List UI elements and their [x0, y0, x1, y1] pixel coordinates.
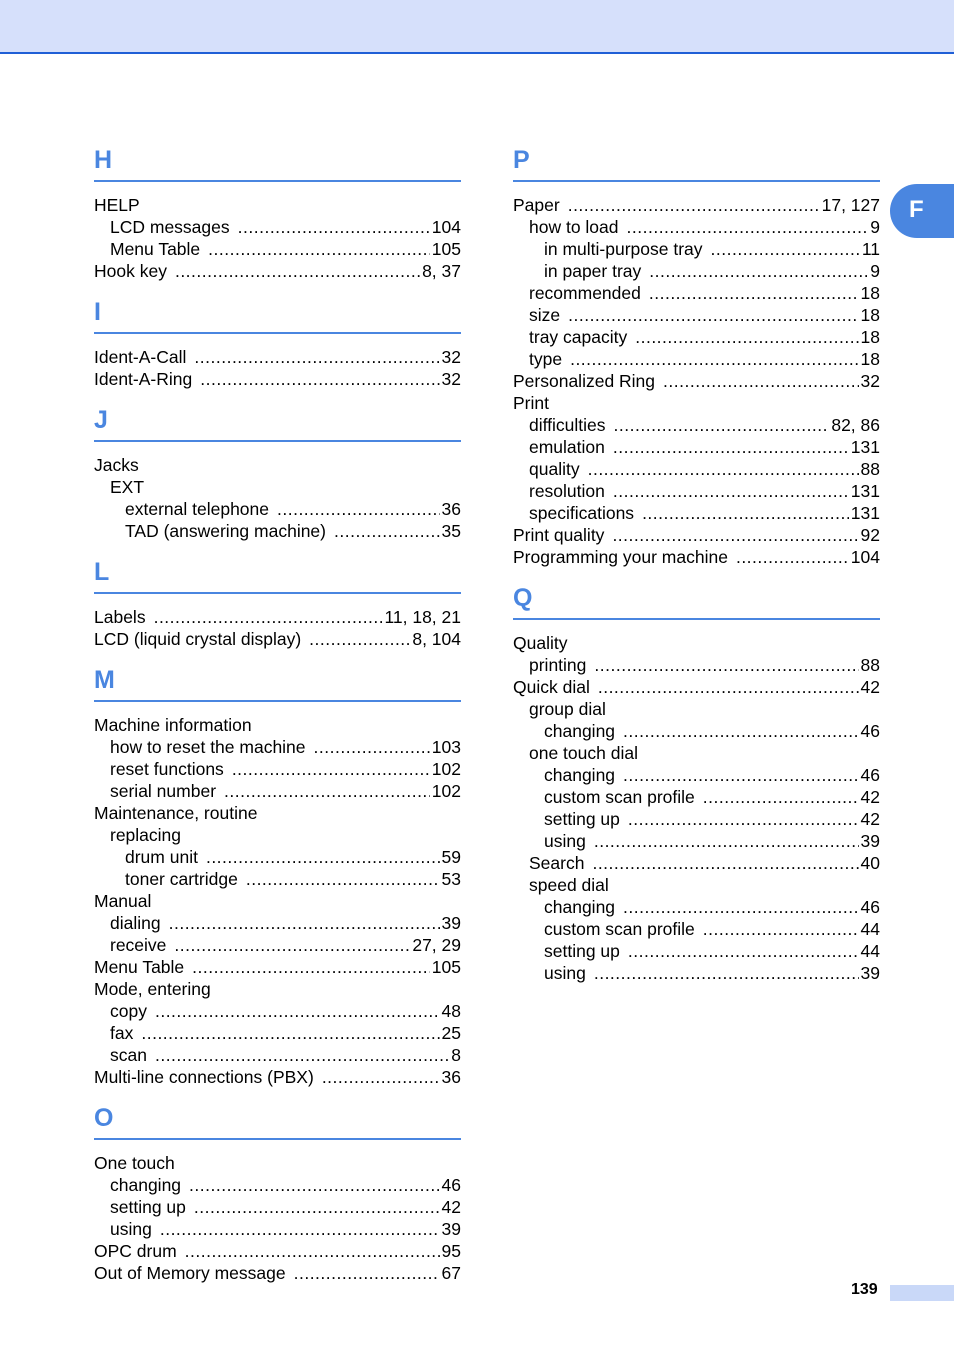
index-entry — [513, 238, 880, 260]
index-entry — [94, 758, 461, 780]
index-page-refs: 67 — [441, 1263, 461, 1283]
index-entry — [513, 808, 880, 830]
index-term: external telephone — [125, 499, 269, 519]
index-entry — [513, 720, 880, 742]
index-entry — [94, 868, 461, 890]
dot-leader — [623, 720, 858, 742]
index-term: in paper tray — [544, 261, 642, 281]
index-page-refs: 59 — [441, 847, 461, 867]
index-page-refs: 39 — [441, 913, 461, 933]
index-entry — [94, 1152, 461, 1174]
index-page-refs: 8, 104 — [412, 629, 461, 649]
index-page-refs: 36 — [441, 499, 461, 519]
index-term: toner cartridge — [125, 869, 238, 889]
index-page-refs: 11, 18, 21 — [384, 607, 461, 627]
section-letter: M — [94, 662, 461, 702]
index-term: Multi-line connections (PBX) — [94, 1067, 314, 1087]
index-entry — [94, 1066, 461, 1088]
index-entry — [94, 606, 461, 628]
index-section-i — [94, 294, 461, 390]
index-term: how to load — [529, 217, 619, 237]
dot-leader — [614, 414, 830, 436]
index-term: changing — [110, 1175, 182, 1195]
index-entry — [513, 632, 880, 654]
index-entry — [94, 1022, 461, 1044]
index-term: using — [110, 1219, 152, 1239]
dot-leader — [594, 830, 859, 852]
section-letter: O — [94, 1100, 461, 1140]
index-entry — [94, 714, 461, 736]
dot-leader — [628, 808, 859, 830]
index-page-refs: 40 — [860, 853, 880, 873]
index-term: speed dial — [529, 875, 609, 895]
index-section-o — [94, 1100, 461, 1284]
index-term: LCD messages — [110, 217, 230, 237]
index-term: Personalized Ring — [513, 371, 656, 391]
index-term: Quality — [513, 633, 568, 653]
index-term: Hook key — [94, 261, 167, 281]
index-entry — [513, 830, 880, 852]
dot-leader — [192, 956, 430, 978]
index-term: Mode, entering — [94, 979, 211, 999]
index-term: Maintenance, routine — [94, 803, 258, 823]
index-entry — [513, 370, 880, 392]
index-entry — [513, 436, 880, 458]
index-page-refs: 39 — [860, 963, 880, 983]
section-letter: J — [94, 402, 461, 442]
index-entry — [94, 978, 461, 1000]
index-page-refs: 27, 29 — [412, 935, 461, 955]
index-page-refs: 42 — [860, 787, 880, 807]
dot-leader — [594, 962, 859, 984]
index-term: setting up — [110, 1197, 186, 1217]
section-letter: I — [94, 294, 461, 334]
dot-leader — [612, 524, 858, 546]
dot-leader — [598, 676, 859, 698]
dot-leader — [185, 1240, 440, 1262]
index-section-j — [94, 402, 461, 542]
dot-leader — [649, 260, 868, 282]
index-page-refs: 18 — [860, 349, 880, 369]
index-page-refs: 104 — [850, 547, 880, 567]
index-entry — [94, 194, 461, 216]
index-entry — [94, 1000, 461, 1022]
dot-leader — [200, 368, 439, 390]
dot-leader — [246, 868, 440, 890]
index-term: reset functions — [110, 759, 224, 779]
dot-leader — [642, 502, 849, 524]
index-term: one touch dial — [529, 743, 638, 763]
index-term: custom scan profile — [544, 787, 695, 807]
index-term: Paper — [513, 195, 560, 215]
dot-leader — [711, 238, 860, 260]
index-term: setting up — [544, 941, 620, 961]
index-term: copy — [110, 1001, 147, 1021]
index-page-refs: 35 — [441, 521, 461, 541]
index-entry — [513, 874, 880, 896]
index-page-refs: 131 — [850, 503, 880, 523]
index-page-refs: 131 — [850, 481, 880, 501]
index-entry — [513, 304, 880, 326]
index-page-refs: 42 — [441, 1197, 461, 1217]
index-entry — [94, 498, 461, 520]
section-letter: P — [513, 142, 880, 182]
index-term: Print — [513, 393, 549, 413]
index-term: changing — [544, 765, 616, 785]
index-page-refs: 82, 86 — [831, 415, 880, 435]
index-page-refs: 32 — [860, 371, 880, 391]
chapter-tab — [890, 184, 954, 238]
index-page-refs: 105 — [431, 957, 461, 977]
index-page-refs: 32 — [441, 347, 461, 367]
index-term: quality — [529, 459, 580, 479]
index-term: serial number — [110, 781, 217, 801]
dot-leader — [623, 896, 858, 918]
index-term: specifications — [529, 503, 635, 523]
dot-leader — [613, 436, 849, 458]
index-term: difficulties — [529, 415, 606, 435]
index-page-refs: 17, 127 — [821, 195, 880, 215]
chapter-tab-letter: F — [909, 196, 924, 223]
dot-leader — [232, 758, 430, 780]
index-page-refs: 18 — [860, 283, 880, 303]
dot-leader — [155, 1044, 449, 1066]
index-entry — [94, 824, 461, 846]
index-entry — [513, 698, 880, 720]
index-term: setting up — [544, 809, 620, 829]
index-term: Machine information — [94, 715, 252, 735]
index-entry — [513, 764, 880, 786]
index-entry — [513, 414, 880, 436]
index-term: type — [529, 349, 563, 369]
index-term: Labels — [94, 607, 146, 627]
index-entry — [94, 520, 461, 542]
dot-leader — [649, 282, 859, 304]
dot-leader — [570, 348, 858, 370]
index-entry — [513, 326, 880, 348]
index-term: changing — [544, 897, 616, 917]
index-entry — [513, 546, 880, 568]
index-term: scan — [110, 1045, 147, 1065]
index-entry — [513, 896, 880, 918]
index-page-refs: 103 — [431, 737, 461, 757]
dot-leader — [703, 786, 859, 808]
index-page-refs: 25 — [441, 1023, 461, 1043]
index-term: changing — [544, 721, 616, 741]
index-term: dialing — [110, 913, 161, 933]
index-entry — [513, 480, 880, 502]
dot-leader — [568, 194, 820, 216]
index-term: resolution — [529, 481, 605, 501]
index-term: Manual — [94, 891, 152, 911]
dot-leader — [160, 1218, 440, 1240]
index-page-refs: 36 — [441, 1067, 461, 1087]
index-column-right — [513, 142, 880, 996]
index-term: replacing — [110, 825, 182, 845]
index-term: drum unit — [125, 847, 198, 867]
dot-leader — [628, 940, 859, 962]
index-entry — [513, 260, 880, 282]
page-number-bar — [890, 1285, 954, 1301]
index-term: Quick dial — [513, 677, 590, 697]
index-page-refs: 105 — [431, 239, 461, 259]
dot-leader — [588, 458, 859, 480]
index-page-refs: 44 — [860, 941, 880, 961]
index-page-refs: 11 — [861, 239, 880, 259]
index-page-refs: 46 — [860, 721, 880, 741]
index-page-refs: 39 — [441, 1219, 461, 1239]
index-entry — [513, 458, 880, 480]
dot-leader — [703, 918, 859, 940]
index-entry — [513, 742, 880, 764]
index-entry — [94, 934, 461, 956]
index-term: using — [544, 831, 586, 851]
index-page-refs: 46 — [441, 1175, 461, 1195]
dot-leader — [592, 852, 858, 874]
dot-leader — [736, 546, 849, 568]
index-page-refs: 88 — [860, 459, 880, 479]
index-page-refs: 42 — [860, 809, 880, 829]
dot-leader — [663, 370, 859, 392]
index-entry — [513, 786, 880, 808]
index-term: HELP — [94, 195, 140, 215]
index-entry — [94, 454, 461, 476]
dot-leader — [277, 498, 440, 520]
index-term: Search — [529, 853, 585, 873]
dot-leader — [141, 1022, 439, 1044]
index-entry — [94, 476, 461, 498]
index-page-refs: 8 — [451, 1045, 461, 1065]
index-page-refs: 95 — [441, 1241, 461, 1261]
index-term: receive — [110, 935, 167, 955]
index-page-refs: 102 — [431, 759, 461, 779]
dot-leader — [169, 912, 440, 934]
index-term: Print quality — [513, 525, 605, 545]
dot-leader — [594, 654, 858, 676]
index-page-refs: 131 — [850, 437, 880, 457]
dot-leader — [627, 216, 869, 238]
index-entry — [94, 238, 461, 260]
index-term: LCD (liquid crystal display) — [94, 629, 302, 649]
index-term: group dial — [529, 699, 606, 719]
index-entry — [94, 1262, 461, 1284]
index-page-refs: 46 — [860, 765, 880, 785]
dot-leader — [194, 1196, 440, 1218]
section-letter: Q — [513, 580, 880, 620]
index-term: tray capacity — [529, 327, 628, 347]
index-term: EXT — [110, 477, 145, 497]
dot-leader — [174, 934, 410, 956]
index-column-left — [94, 142, 461, 1296]
index-page-refs: 102 — [431, 781, 461, 801]
index-term: printing — [529, 655, 587, 675]
index-term: Ident-A-Ring — [94, 369, 193, 389]
index-term: Ident-A-Call — [94, 347, 187, 367]
index-entry — [513, 282, 880, 304]
index-page-refs: 42 — [860, 677, 880, 697]
index-page-refs: 48 — [441, 1001, 461, 1021]
section-letter: L — [94, 554, 461, 594]
index-entry — [513, 348, 880, 370]
index-entry — [513, 918, 880, 940]
index-section-l — [94, 554, 461, 650]
dot-leader — [334, 520, 440, 542]
index-term: how to reset the machine — [110, 737, 306, 757]
index-page-refs: 53 — [441, 869, 461, 889]
index-page-refs: 8, 37 — [422, 261, 461, 281]
index-term: emulation — [529, 437, 605, 457]
index-page-refs: 9 — [870, 217, 880, 237]
index-page-refs: 39 — [860, 831, 880, 851]
dot-leader — [613, 480, 849, 502]
index-entry — [94, 346, 461, 368]
index-page-refs: 46 — [860, 897, 880, 917]
dot-leader — [238, 216, 430, 238]
index-page-refs: 88 — [860, 655, 880, 675]
dot-leader — [568, 304, 858, 326]
index-entry — [513, 676, 880, 698]
index-term: Menu Table — [94, 957, 185, 977]
index-entry — [513, 502, 880, 524]
index-term: Jacks — [94, 455, 139, 475]
index-page-refs: 32 — [441, 369, 461, 389]
index-section-q — [513, 580, 880, 984]
index-page-refs: 18 — [860, 305, 880, 325]
header-band — [0, 0, 954, 54]
index-entry — [94, 912, 461, 934]
index-term: custom scan profile — [544, 919, 695, 939]
index-entry — [513, 194, 880, 216]
index-term: OPC drum — [94, 1241, 177, 1261]
index-entry — [94, 956, 461, 978]
index-entry — [94, 1174, 461, 1196]
index-page-refs: 9 — [870, 261, 880, 281]
index-entry — [94, 780, 461, 802]
index-section-h — [94, 142, 461, 282]
dot-leader — [206, 846, 440, 868]
dot-leader — [189, 1174, 439, 1196]
index-entry — [513, 852, 880, 874]
index-term: Menu Table — [110, 239, 201, 259]
dot-leader — [635, 326, 858, 348]
index-entry — [94, 1196, 461, 1218]
index-entry — [513, 940, 880, 962]
dot-leader — [154, 606, 383, 628]
index-entry — [94, 368, 461, 390]
index-entry — [94, 1044, 461, 1066]
index-entry — [94, 736, 461, 758]
index-term: Out of Memory message — [94, 1263, 286, 1283]
index-entry — [94, 260, 461, 282]
dot-leader — [194, 346, 439, 368]
dot-leader — [294, 1262, 440, 1284]
index-term: TAD (answering machine) — [125, 521, 326, 541]
index-entry — [94, 890, 461, 912]
index-page-refs: 44 — [860, 919, 880, 939]
index-entry — [513, 654, 880, 676]
index-entry — [513, 962, 880, 984]
index-entry — [94, 628, 461, 650]
dot-leader — [309, 628, 410, 650]
index-entry — [94, 846, 461, 868]
index-term: using — [544, 963, 586, 983]
dot-leader — [314, 736, 430, 758]
index-entry — [94, 1218, 461, 1240]
index-term: size — [529, 305, 561, 325]
section-letter: H — [94, 142, 461, 182]
index-section-p — [513, 142, 880, 568]
index-entry — [94, 1240, 461, 1262]
index-entry — [94, 802, 461, 824]
index-term: Programming your machine — [513, 547, 728, 567]
page-number: 139 — [851, 1281, 878, 1298]
dot-leader — [322, 1066, 440, 1088]
dot-leader — [623, 764, 858, 786]
index-term: One touch — [94, 1153, 175, 1173]
index-term: in multi-purpose tray — [544, 239, 703, 259]
index-entry — [513, 216, 880, 238]
index-entry — [513, 524, 880, 546]
dot-leader — [208, 238, 430, 260]
index-term: fax — [110, 1023, 134, 1043]
dot-leader — [155, 1000, 440, 1022]
index-section-m — [94, 662, 461, 1088]
dot-leader — [224, 780, 430, 802]
index-page-refs: 104 — [431, 217, 461, 237]
dot-leader — [175, 260, 420, 282]
index-term: recommended — [529, 283, 641, 303]
index-entry — [513, 392, 880, 414]
index-page-refs: 18 — [860, 327, 880, 347]
index-page-refs: 92 — [860, 525, 880, 545]
index-entry — [94, 216, 461, 238]
